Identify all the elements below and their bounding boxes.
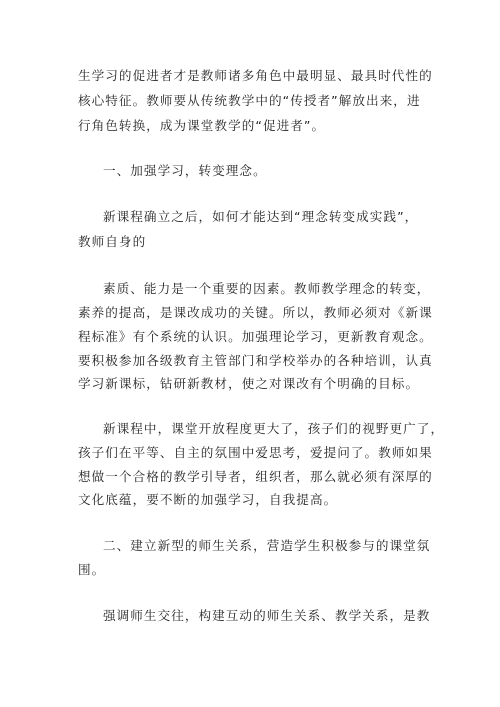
paragraph-1-line-3: 行角色转换，成为课堂教学的“促进者”。 <box>78 118 326 133</box>
section-heading-2-line-1: 二、建立新型的师生关系，营造学生积极参与的课堂氛 <box>103 538 431 553</box>
paragraph-7-line-1: 强调师生交往，构建互动的师生关系、教学关系，是教 <box>103 608 431 623</box>
paragraph-1-line-2: 核心特征。教师要从传统教学中的“传授者”解放出来，进 <box>78 93 421 108</box>
paragraph-5-line-1: 新课程中，课堂开放程度更大了，孩子们的视野更广了， <box>103 421 445 436</box>
paragraph-5-line-3: 想做一个合格的教学引导者，组织者，那么就必须有深厚的 <box>78 469 433 484</box>
section-heading-2-line-2: 围。 <box>78 562 106 577</box>
paragraph-5-line-4: 文化底蕴，要不断的加强学习，自我提高。 <box>78 492 338 507</box>
paragraph-4-line-5: 学习新课标，钻研新教材，使之对课改有个明确的目标。 <box>78 376 420 391</box>
paragraph-3-line-2: 教师自身的 <box>78 234 147 249</box>
paragraph-5-line-2: 孩子们在平等、自主的氛围中爱思考，爱提问了。教师如果 <box>78 445 433 460</box>
paragraph-4-line-1: 素质、能力是一个重要的因素。教师教学理念的转变， <box>103 281 431 296</box>
paragraph-3-line-1: 新课程确立之后，如何才能达到“理念转变成实践”， <box>103 209 419 224</box>
paragraph-4-line-4: 要积极参加各级教育主管部门和学校举办的各种培训，认真 <box>78 353 433 368</box>
paragraph-4-line-3: 程标准》有个系统的认识。加强理论学习，更新教育观念。 <box>78 329 433 344</box>
paragraph-1-line-1: 生学习的促进者才是教师诸多角色中最明显、最具时代性的 <box>78 68 433 83</box>
paragraph-4-line-2: 素养的提高，是课改成功的关键。所以，教师必须对《新课 <box>78 305 433 320</box>
section-heading-1: 一、加强学习，转变理念。 <box>103 163 267 178</box>
